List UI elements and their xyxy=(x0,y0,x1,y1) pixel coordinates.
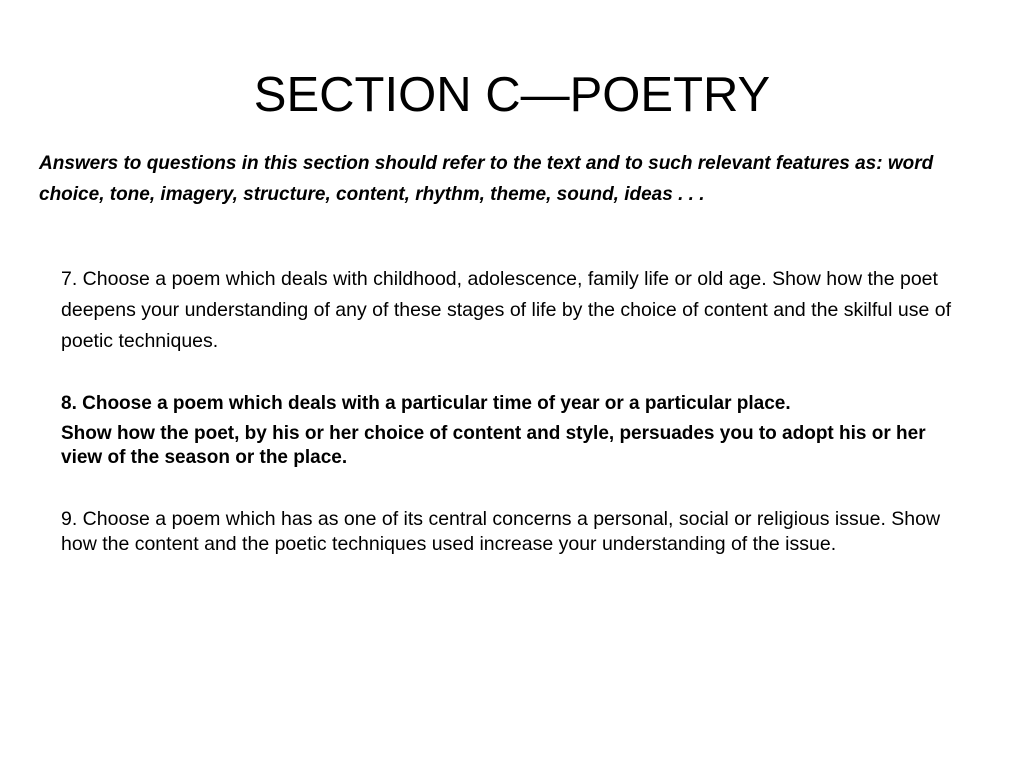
question-7: 7. Choose a poem which deals with childhood, adolescence, family life or old age. Show how the poet deepens your understanding of any of these stages of life by the choice of content and the skilful use of poetic techniques. xyxy=(61,268,952,352)
slide-title: SECTION C—POETRY xyxy=(253,68,771,122)
question-8-first-line: 8. Choose a poem which deals with a particular time of year or a particular place. xyxy=(61,393,791,414)
question-9: 9. Choose a poem which has as one of its central concerns a personal, social or religious issue. Show how the content and the poetic techniques used increase your understanding of the issue. xyxy=(61,508,941,555)
question-8-continuation: Show how the poet, by his or her choice of content and style, persuades you to adopt his or her view of the season or the place. xyxy=(61,423,926,468)
question-8 xyxy=(61,389,961,470)
section-instructions: Answers to questions in this section should refer to the text and to such relevant features as: word choice, tone, imagery, structure, content, rhythm, theme, sound, ideas . . . xyxy=(39,153,934,205)
